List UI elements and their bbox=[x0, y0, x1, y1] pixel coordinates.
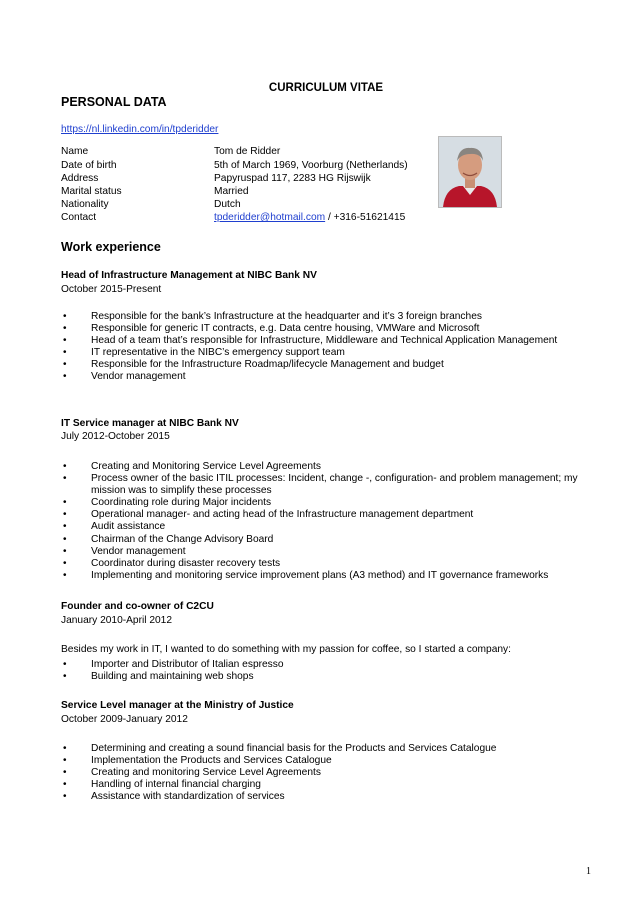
marital-value: Married bbox=[214, 186, 249, 197]
job-title: IT Service manager at NIBC Bank NV bbox=[61, 418, 239, 429]
list-item: • Assistance with standardization of services bbox=[63, 791, 285, 803]
phone-number: / +316-51621415 bbox=[325, 212, 406, 223]
email-link[interactable]: tpderidder@hotmail.com bbox=[214, 212, 326, 223]
list-item: • Coordinator during disaster recovery tests bbox=[63, 557, 281, 569]
name-label: Name bbox=[61, 146, 89, 157]
list-item: • Vendor management bbox=[63, 545, 186, 557]
list-item: • Handling of internal financial charging bbox=[63, 779, 261, 791]
list-item: • Creating and monitoring Service Level Agreements bbox=[63, 767, 321, 779]
list-item: • Chairman of the Change Advisory Board bbox=[63, 533, 274, 545]
list-item: • Responsible for the Infrastructure Roadmap/lifecycle Management and budget bbox=[63, 359, 444, 371]
job-title: Founder and co-owner of C2CU bbox=[61, 601, 214, 612]
document-title: CURRICULUM VITAE bbox=[268, 82, 384, 94]
job-2-bullets bbox=[61, 461, 601, 582]
marital-label: Marital status bbox=[61, 186, 122, 197]
list-item: • Head of a team that’s responsible for Infrastructure, Middleware and Technical Application Management bbox=[63, 335, 558, 347]
job-period: October 2009-January 2012 bbox=[61, 714, 188, 725]
page-number: 1 bbox=[586, 866, 591, 877]
list-item: • Building and maintaining web shops bbox=[63, 671, 254, 683]
job-intro: Besides my work in IT, I wanted to do something with my passion for coffee, so I started a company: bbox=[61, 644, 511, 655]
list-item: • Creating and Monitoring Service Level Agreements bbox=[63, 461, 321, 472]
list-item: • Importer and Distributor of Italian espresso bbox=[63, 659, 284, 670]
list-item: • IT representative in the NIBC’s emergency support team bbox=[63, 347, 345, 359]
job-1-bullets bbox=[61, 311, 601, 384]
list-item: • Audit assistance bbox=[63, 521, 166, 533]
dob-label: Date of birth bbox=[61, 160, 117, 171]
name-value: Tom de Ridder bbox=[214, 146, 281, 157]
profile-photo bbox=[438, 136, 502, 208]
contact-label: Contact bbox=[61, 212, 97, 223]
job-title: Head of Infrastructure Management at NIBC Bank NV bbox=[61, 270, 317, 281]
nationality-value: Dutch bbox=[214, 199, 241, 210]
list-item: • Determining and creating a sound financial basis for the Products and Services Catalogue bbox=[63, 743, 497, 754]
job-period: October 2015-Present bbox=[61, 284, 162, 295]
job-3-bullets bbox=[61, 659, 601, 683]
list-item: • Responsible for generic IT contracts, e.g. Data centre housing, VMWare and Microsoft bbox=[63, 323, 480, 335]
address-label: Address bbox=[61, 173, 99, 184]
job-title: Service Level manager at the Ministry of Justice bbox=[61, 700, 294, 711]
personal-data-heading: PERSONAL DATA bbox=[61, 95, 167, 109]
address-value: Papyruspad 117, 2283 HG Rijswijk bbox=[214, 173, 371, 184]
portrait-icon bbox=[439, 137, 501, 207]
list-item: • Implementing and monitoring service improvement plans (A3 method) and IT governance frameworks bbox=[63, 569, 549, 581]
list-item: • Responsible for the bank’s Infrastructure at the headquarter and it’s 3 foreign branches bbox=[63, 311, 482, 322]
job-period: July 2012-October 2015 bbox=[61, 431, 170, 442]
list-item: • Vendor management bbox=[63, 371, 186, 383]
job-period: January 2010-April 2012 bbox=[61, 615, 173, 626]
work-experience-heading: Work experience bbox=[61, 240, 161, 254]
nationality-label: Nationality bbox=[61, 199, 109, 210]
list-item: • Implementation the Products and Services Catalogue bbox=[63, 755, 332, 767]
dob-value: 5th of March 1969, Voorburg (Netherlands) bbox=[214, 160, 408, 171]
list-item: • Operational manager- and acting head of the Infrastructure management department bbox=[63, 509, 474, 521]
list-item: • Process owner of the basic ITIL processes: Incident, change -, configuration- and problem management; my mission was to simplify these processes bbox=[63, 473, 578, 497]
contact-value bbox=[214, 212, 405, 223]
linkedin-link[interactable]: https://nl.linkedin.com/in/tpderidder bbox=[61, 124, 219, 135]
list-item: • Coordinating role during Major incidents bbox=[63, 497, 272, 509]
job-4-bullets bbox=[61, 743, 601, 803]
